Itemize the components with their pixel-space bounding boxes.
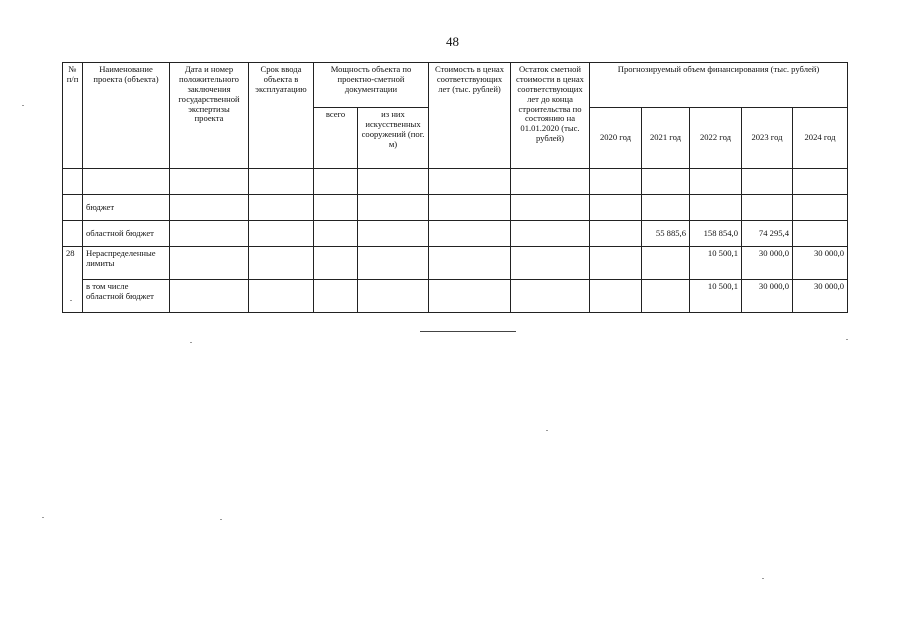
scan-speck: [220, 519, 222, 520]
row-2023: 74 295,4: [742, 221, 793, 247]
row-2021: [642, 280, 690, 313]
header-cost: Стоимость в ценах соответствующих лет (тыс. рублей): [429, 63, 511, 169]
header-forecast: Прогнозируемый объем финансирования (тыс. рублей): [590, 63, 848, 108]
row-2020: [590, 280, 642, 313]
header-capacity-total: всего: [314, 108, 358, 169]
row-2020: [590, 195, 642, 221]
header-year-2022: 2022 год: [690, 108, 742, 169]
header-spacer-row: [63, 169, 848, 195]
row-num: [63, 221, 83, 247]
scan-speck: [546, 430, 548, 431]
row-name: бюджет: [83, 195, 170, 221]
row-2023: 30 000,0: [742, 247, 793, 280]
table-row: [63, 247, 848, 280]
row-name: областной бюджет: [83, 221, 170, 247]
scan-speck: [42, 517, 44, 518]
header-name: Наименование проекта (объекта): [83, 63, 170, 169]
financing-table: [62, 62, 848, 313]
header-year-2023: 2023 год: [742, 108, 793, 169]
scan-speck: [846, 339, 848, 340]
row-name: Нераспределенные лимиты: [83, 247, 170, 280]
row-2022: 10 500,1: [690, 247, 742, 280]
scan-speck: [70, 300, 72, 301]
header-capacity: Мощность объекта по проектно-сметной документации: [314, 63, 429, 108]
page-number: 48: [446, 34, 459, 49]
header-expertise: Дата и номер положительного заключения государственной экспертизы проекта: [170, 63, 249, 169]
header-row-1: [63, 63, 848, 108]
row-name: в том числе областной бюджет: [83, 280, 170, 313]
row-2024: [793, 221, 848, 247]
header-year-2024: 2024 год: [793, 108, 848, 169]
header-year-2021: 2021 год: [642, 108, 690, 169]
row-2021: [642, 247, 690, 280]
row-2020: [590, 247, 642, 280]
row-2023: [742, 195, 793, 221]
row-2023: 30 000,0: [742, 280, 793, 313]
row-num: 28: [63, 247, 83, 313]
row-2024: 30 000,0: [793, 247, 848, 280]
row-2021: [642, 195, 690, 221]
header-year-2020: 2020 год: [590, 108, 642, 169]
row-2024: 30 000,0: [793, 280, 848, 313]
row-num: [63, 195, 83, 221]
scan-speck: [762, 578, 764, 579]
row-2022: 158 854,0: [690, 221, 742, 247]
table-row: [63, 195, 848, 221]
row-2020: [590, 221, 642, 247]
row-2022: [690, 195, 742, 221]
separator-line: [420, 331, 516, 332]
header-capacity-artificial: из них искусственных сооружений (пог. м): [358, 108, 429, 169]
table-row: [63, 221, 848, 247]
header-num: № п/п: [63, 63, 83, 169]
row-2022: 10 500,1: [690, 280, 742, 313]
header-commissioning: Срок ввода объекта в эксплуатацию: [249, 63, 314, 169]
row-2021: 55 885,6: [642, 221, 690, 247]
scan-speck: [190, 342, 192, 343]
table-row: [63, 280, 848, 313]
scan-speck: [22, 105, 24, 106]
row-2024: [793, 195, 848, 221]
header-remainder: Остаток сметной стоимости в ценах соответствующих лет до конца строительства по состоянию на 01.01.2020 (тыс. рублей): [511, 63, 590, 169]
